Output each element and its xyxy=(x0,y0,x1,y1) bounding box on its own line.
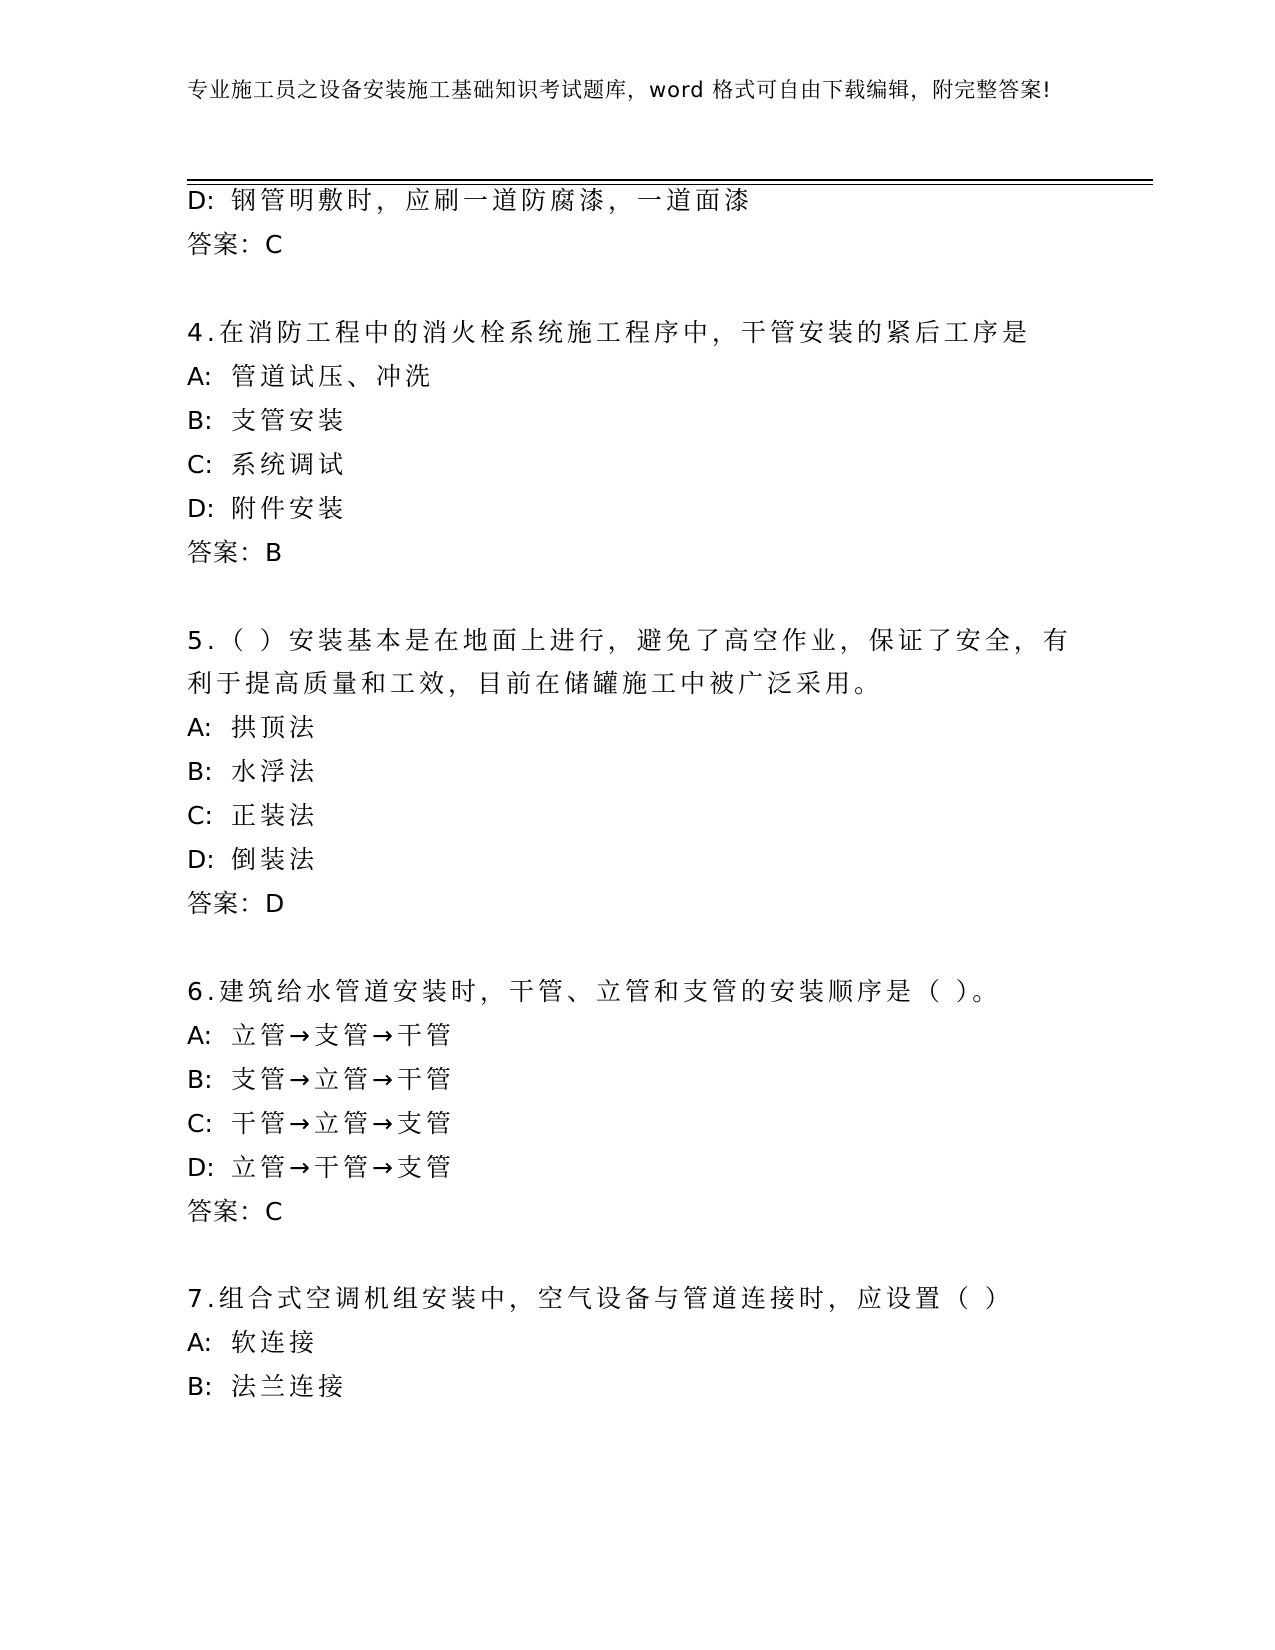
option-label: B: xyxy=(187,1065,213,1094)
option-text: 立管→支管→干管 xyxy=(231,1021,455,1050)
answer: 答案：B xyxy=(187,538,284,567)
option-text: 系统调试 xyxy=(231,450,348,479)
option-text: 软连接 xyxy=(231,1328,319,1357)
option-label: B: xyxy=(187,1372,213,1401)
question-stem: 5.（ ）安装基本是在地面上进行，避免了高空作业，保证了安全，有 xyxy=(187,626,1072,655)
option-a xyxy=(187,713,318,743)
option-label: D: xyxy=(187,494,215,523)
option-d xyxy=(187,845,318,875)
option-d xyxy=(187,494,347,524)
option-text: 钢管明敷时，应刷一道防腐漆，一道面漆 xyxy=(231,186,754,215)
document-header: 专业施工员之设备安装施工基础知识考试题库，word 格式可自由下载编辑，附完整答案! xyxy=(187,78,1052,102)
option-label: A: xyxy=(187,1021,213,1050)
option-c xyxy=(187,450,347,480)
option-b xyxy=(187,757,318,787)
option-text: 支管→立管→干管 xyxy=(231,1065,455,1094)
option-c xyxy=(187,801,318,831)
question-stem: 7.组合式空调机组安装中，空气设备与管道连接时，应设置（ ） xyxy=(187,1284,1014,1313)
option-label: D: xyxy=(187,186,215,215)
question-stem: 6.建筑给水管道安装时，干管、立管和支管的安装顺序是（ ）。 xyxy=(187,977,1002,1006)
question-stem: 4.在消防工程中的消火栓系统施工程序中，干管安装的紧后工序是 xyxy=(187,318,1031,347)
option-b xyxy=(187,406,347,436)
option-label: C: xyxy=(187,1109,213,1138)
option-text: 附件安装 xyxy=(231,494,348,523)
option-c xyxy=(187,1109,455,1139)
option-text: 法兰连接 xyxy=(231,1372,348,1401)
option-label: B: xyxy=(187,757,213,786)
header-divider xyxy=(187,179,1153,181)
option-label: A: xyxy=(187,1328,213,1357)
option-label: C: xyxy=(187,801,213,830)
option-label: D: xyxy=(187,845,215,874)
option-a xyxy=(187,362,434,392)
header-divider-thin xyxy=(187,184,1153,185)
option-b xyxy=(187,1065,455,1095)
option-text: 干管→立管→支管 xyxy=(231,1109,455,1138)
option-text: 支管安装 xyxy=(231,406,348,435)
option-label: B: xyxy=(187,406,213,435)
option-text: 立管→干管→支管 xyxy=(231,1153,455,1182)
option-text: 拱顶法 xyxy=(231,713,319,742)
option-text: 水浮法 xyxy=(231,757,319,786)
question-stem-continued: 利于提高质量和工效，目前在储罐施工中被广泛采用。 xyxy=(187,669,884,698)
option-label: A: xyxy=(187,362,213,391)
option-a xyxy=(187,1021,455,1051)
option-label: C: xyxy=(187,450,213,479)
option-text: 倒装法 xyxy=(231,845,319,874)
option-label: D: xyxy=(187,1153,215,1182)
answer: 答案：D xyxy=(187,889,286,918)
option-a xyxy=(187,1328,318,1358)
option-d xyxy=(187,1153,455,1183)
answer: 答案：C xyxy=(187,230,284,259)
option-label: A: xyxy=(187,713,213,742)
option-text: 管道试压、冲洗 xyxy=(231,362,435,391)
option-b xyxy=(187,1372,347,1402)
option-d xyxy=(187,186,753,216)
answer: 答案：C xyxy=(187,1197,284,1226)
option-text: 正装法 xyxy=(231,801,319,830)
